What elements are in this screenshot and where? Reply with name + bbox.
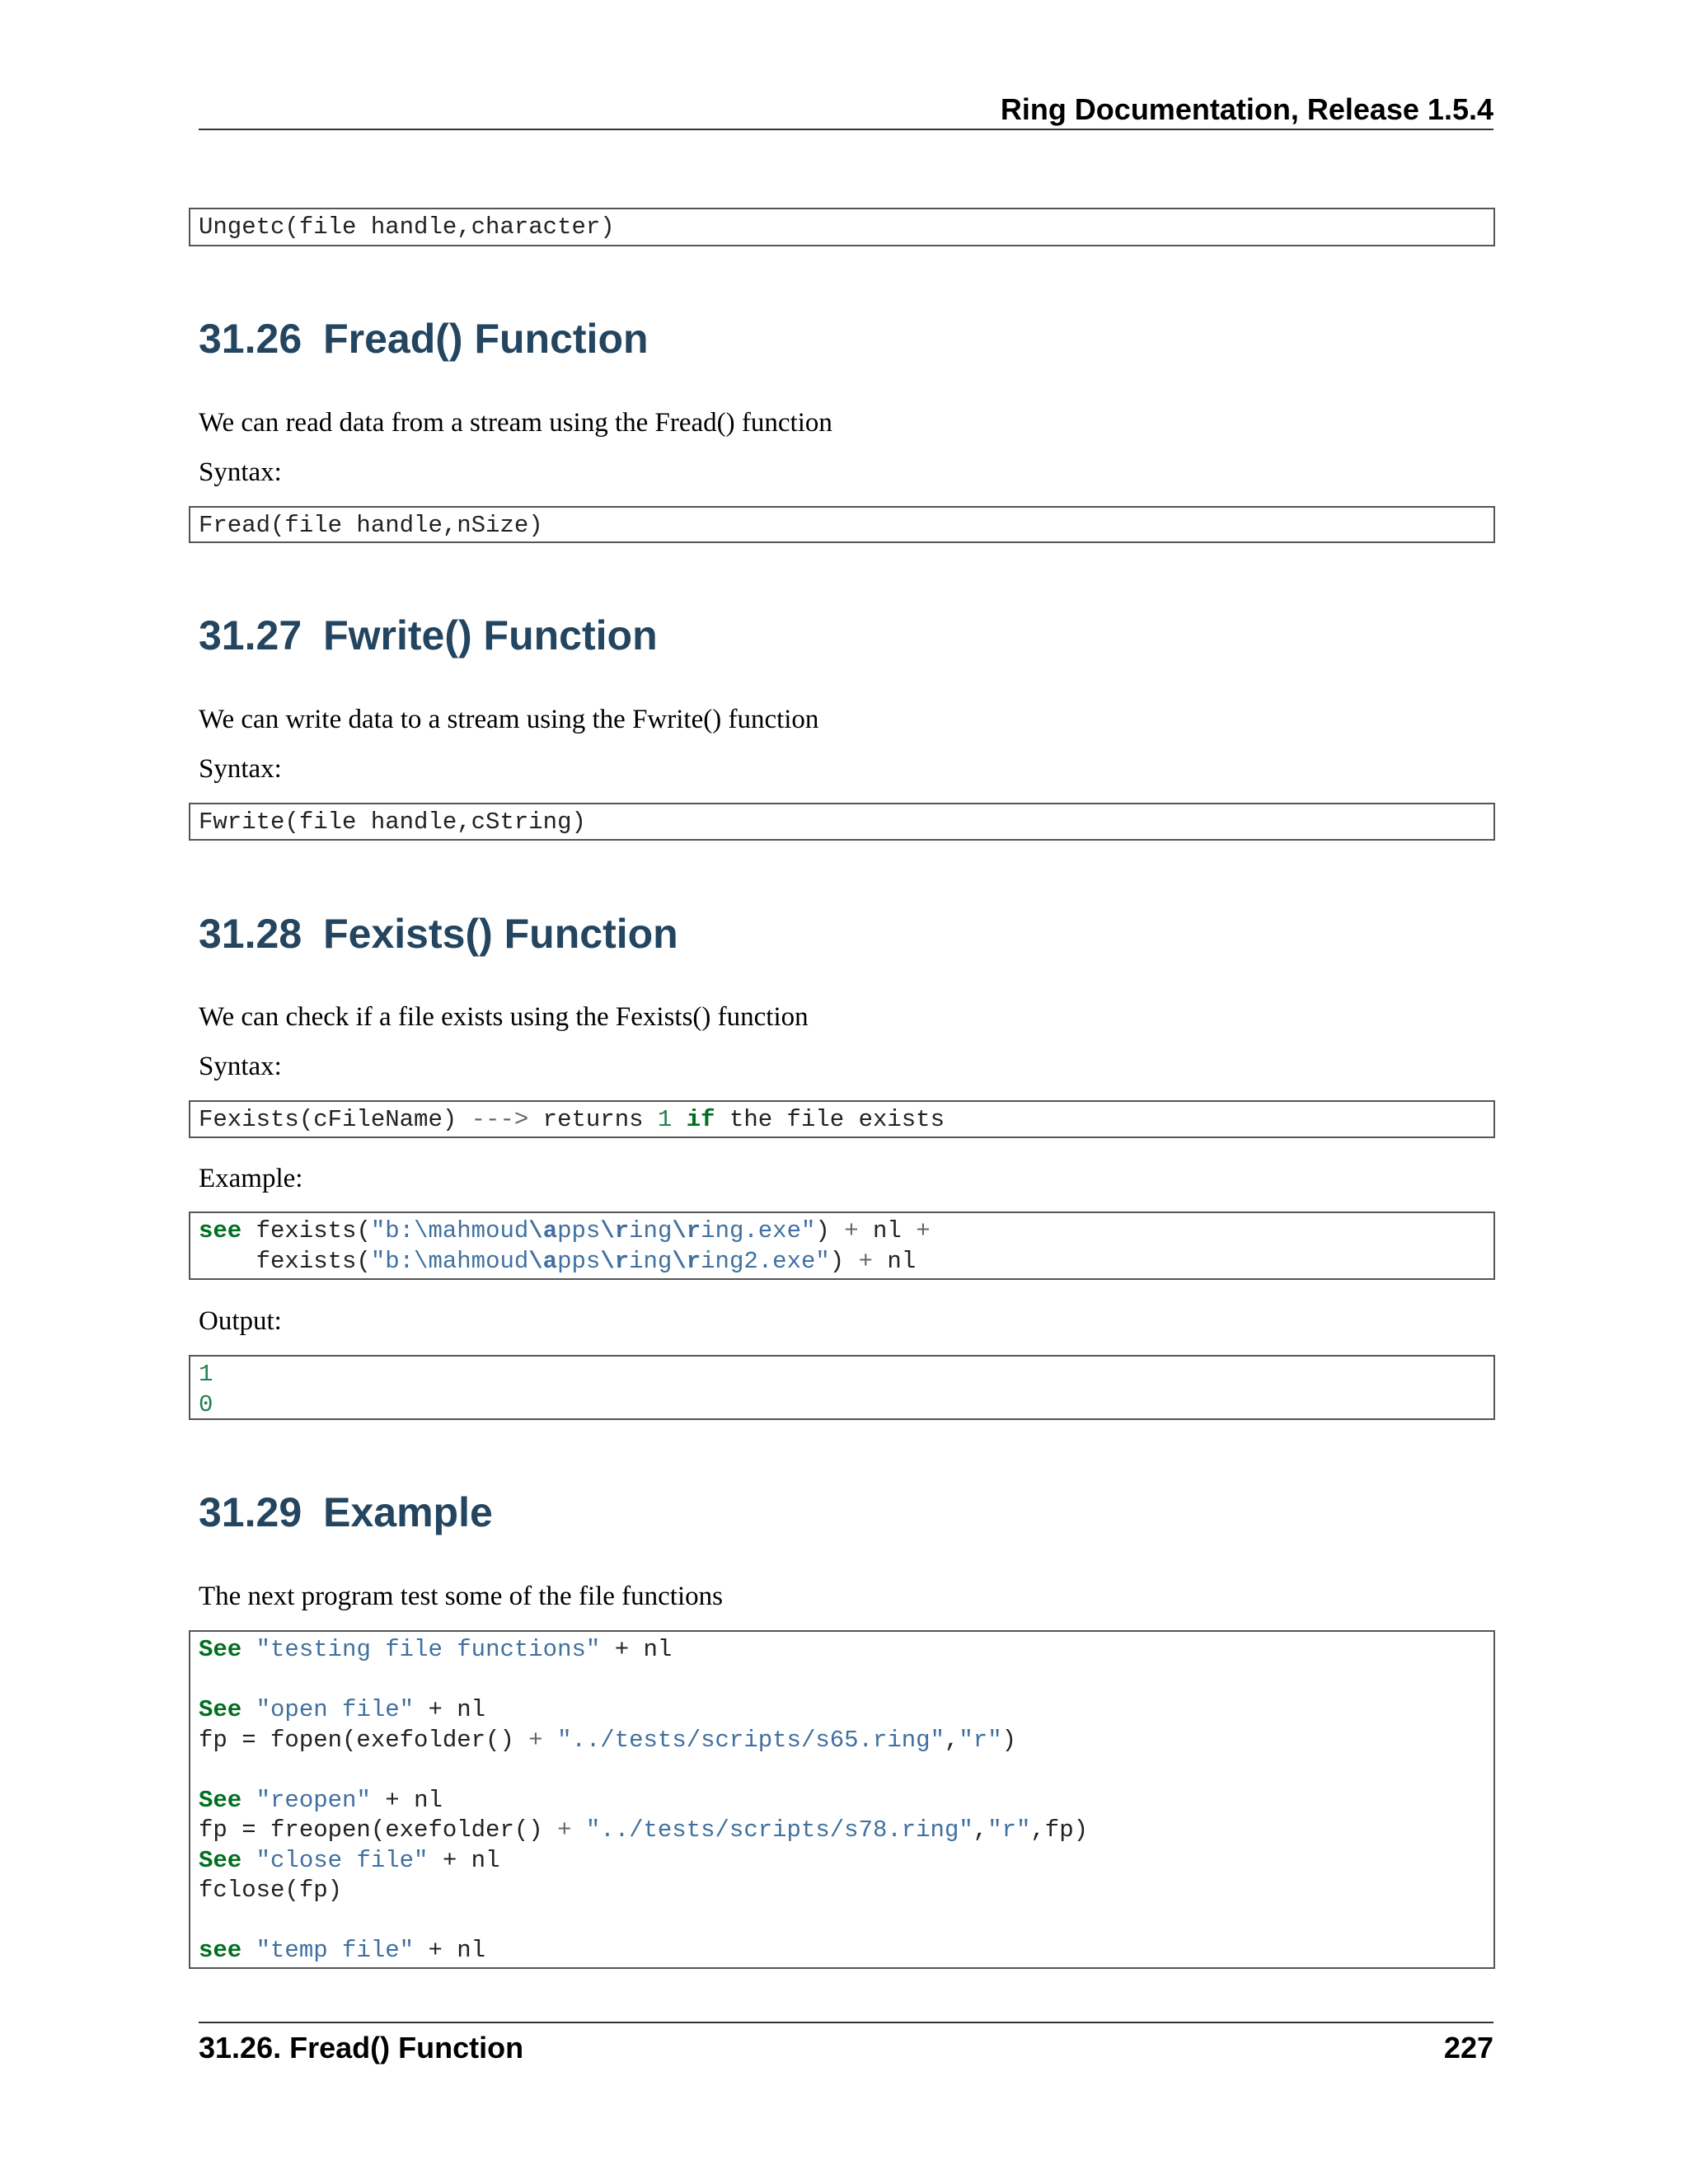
code-block-fexists-example: see fexists("b:\mahmoud\apps\ring\ring.exe") + nl + fexists("b:\mahmoud\apps\ring\ring2.exe") + nl — [189, 1212, 1495, 1280]
section-title: Example — [323, 1489, 493, 1535]
code-block-fread-syntax: Fread(file handle,nSize) — [189, 506, 1495, 543]
example-label: Example: — [199, 1164, 303, 1193]
section-number: 31.26 — [199, 316, 302, 362]
syntax-label: Syntax: — [199, 754, 282, 784]
section-title: Fwrite() Function — [323, 612, 658, 658]
section-number: 31.29 — [199, 1489, 302, 1535]
footer-section-title: 31.26. Fread() Function — [199, 2031, 524, 2064]
paragraph-fwrite-desc: We can write data to a stream using the Fwrite() function — [199, 705, 819, 734]
section-heading-example — [199, 1488, 493, 1536]
output-label: Output: — [199, 1306, 282, 1336]
section-number: 31.27 — [199, 612, 302, 658]
section-heading-fread — [199, 315, 649, 363]
syntax-label: Syntax: — [199, 457, 282, 487]
section-title: Fexists() Function — [323, 911, 678, 957]
code-block-fexists-output: 1 0 — [189, 1355, 1495, 1420]
header-rule — [199, 129, 1493, 130]
syntax-label: Syntax: — [199, 1052, 282, 1081]
section-title: Fread() Function — [323, 316, 649, 362]
code-block-file-functions-program: See "testing file functions" + nl See "open file" + nl fp = fopen(exefolder() + "../tests/scripts/s65.ring","r") See "reopen" + nl fp = freopen(exefolder() + "../tests/scripts/s78.ring","r",fp) See "close file" + nl fclose(fp) see "temp file" + nl — [189, 1630, 1495, 1969]
code-block-ungetc: Ungetc(file handle,character) — [189, 208, 1495, 246]
paragraph-fexists-desc: We can check if a file exists using the Fexists() function — [199, 1002, 809, 1032]
footer-rule — [199, 2022, 1493, 2023]
code-block-fwrite-syntax: Fwrite(file handle,cString) — [189, 803, 1495, 841]
code-block-fexists-syntax: Fexists(cFileName) ---> returns 1 if the file exists — [189, 1100, 1495, 1138]
section-heading-fexists — [199, 910, 678, 958]
section-number: 31.28 — [199, 911, 302, 957]
running-header-title: Ring Documentation, Release 1.5.4 — [1000, 92, 1493, 126]
page-number: 227 — [1443, 2031, 1493, 2064]
paragraph-example-desc: The next program test some of the file functions — [199, 1582, 723, 1611]
section-heading-fwrite — [199, 612, 658, 659]
paragraph-fread-desc: We can read data from a stream using the Fread() function — [199, 408, 832, 438]
